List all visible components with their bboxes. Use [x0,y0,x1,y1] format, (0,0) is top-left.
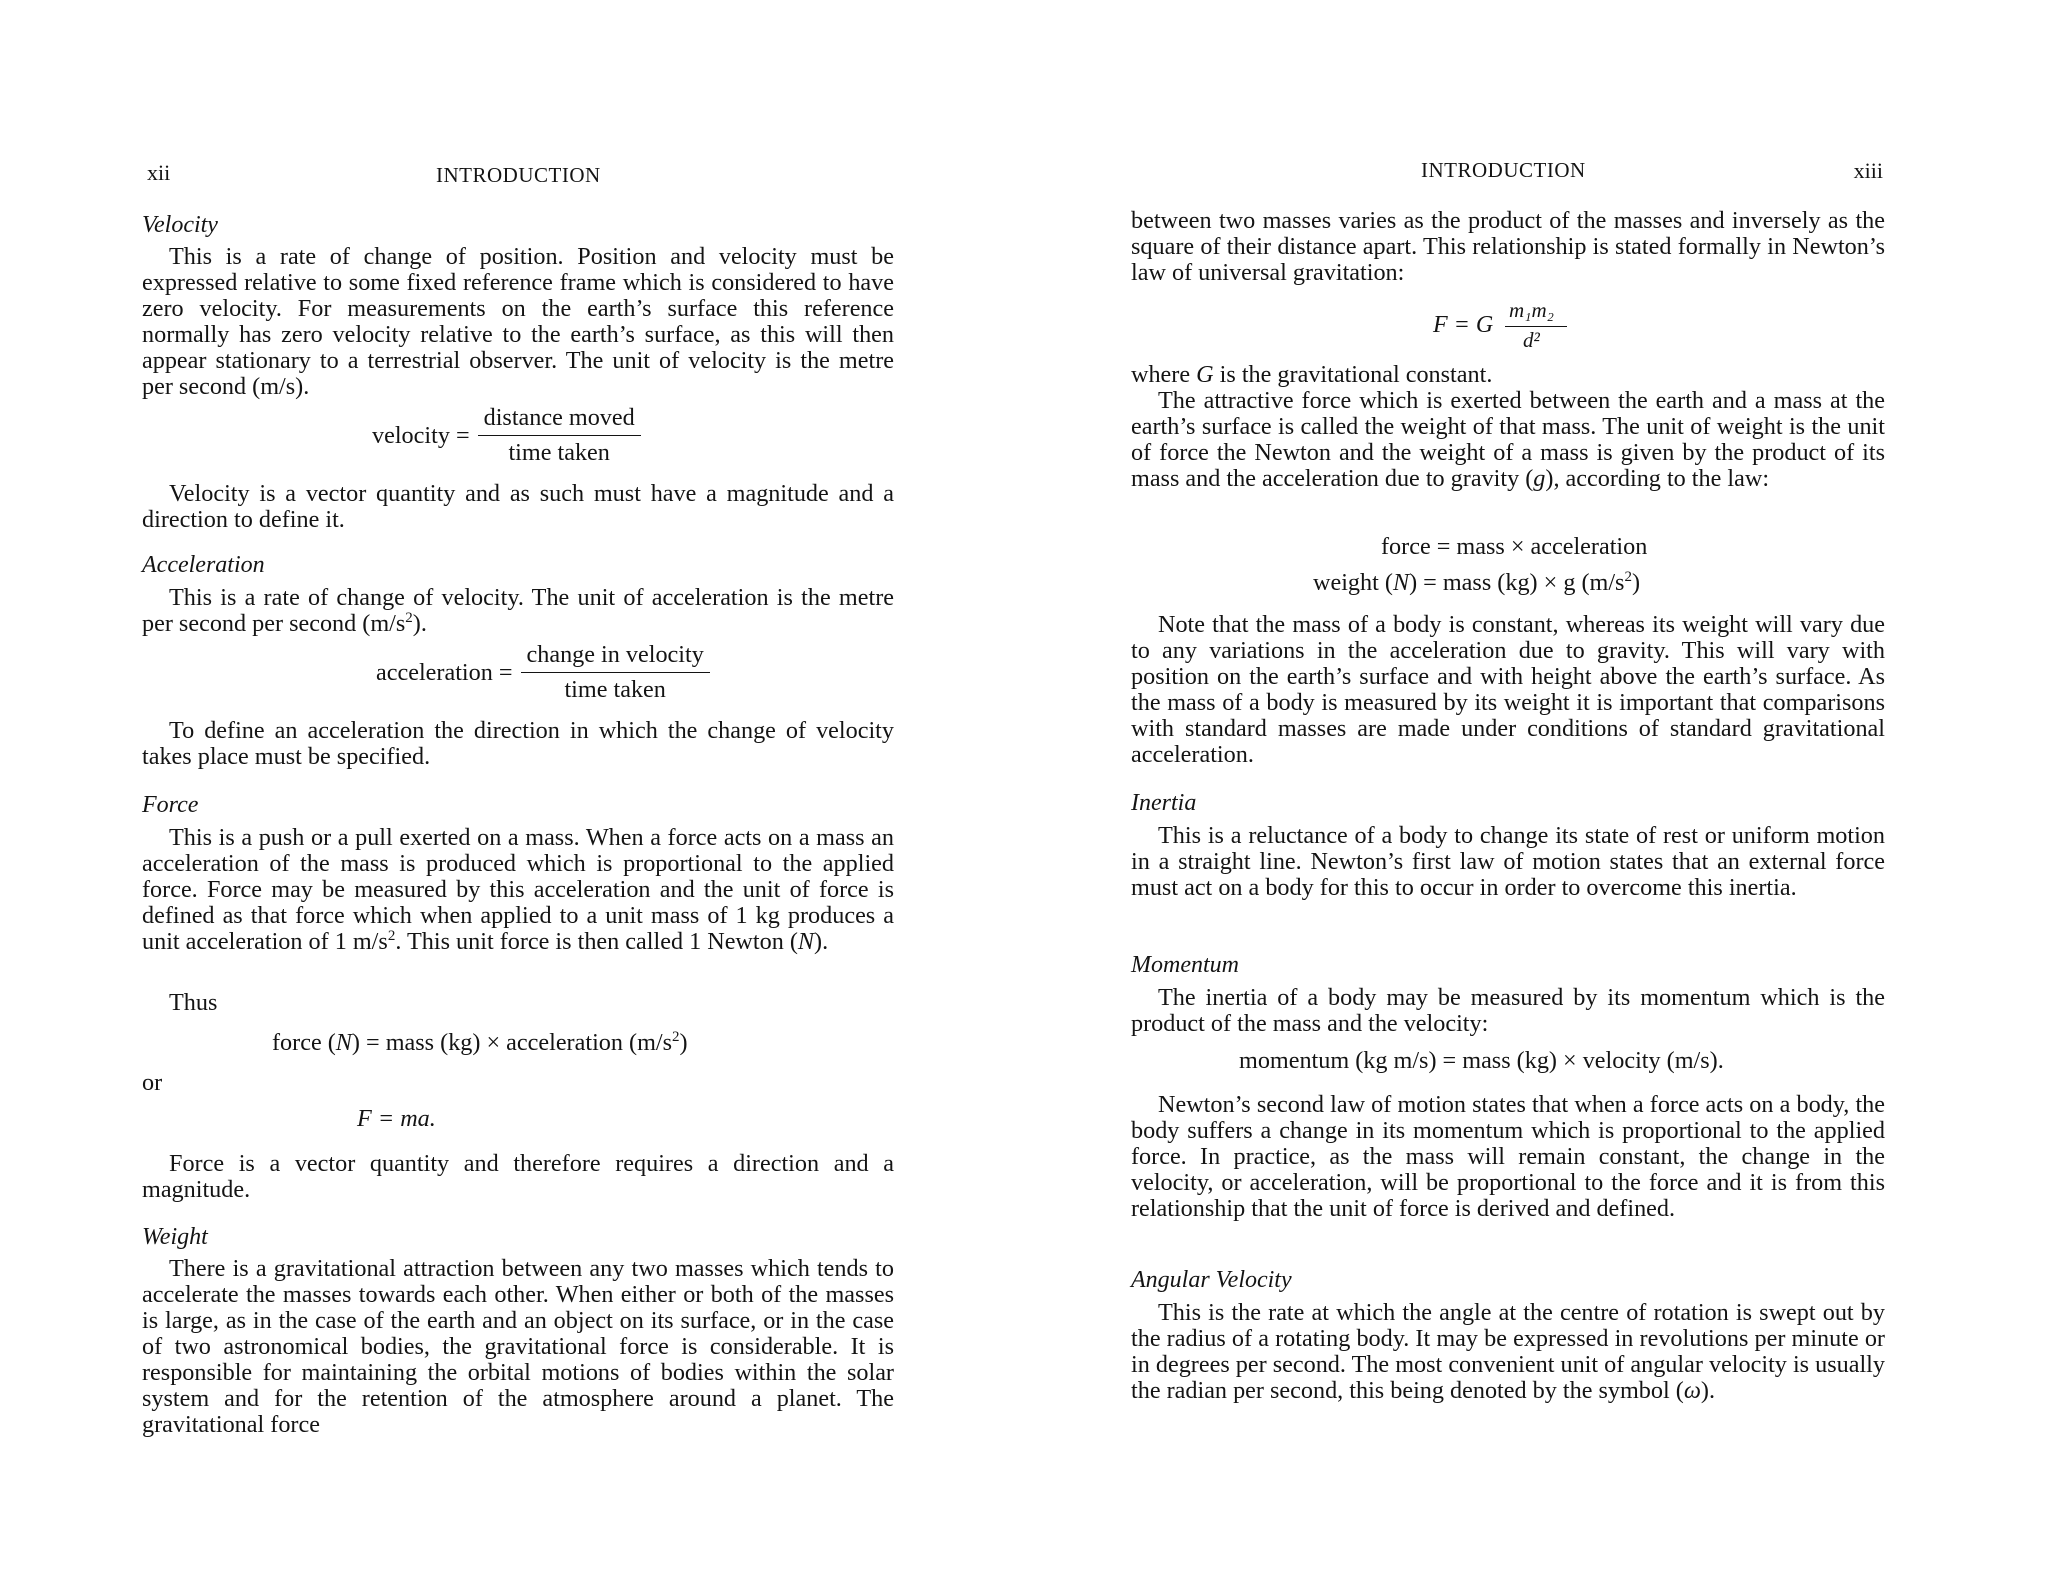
velocity-paragraph-2: Velocity is a vector quantity and as such must have a magnitude and a direction to define it. [142,480,894,533]
velocity-paragraph-1: This is a rate of change of position. Position and velocity must be expressed relative to some fixed reference frame which is considered to have zero velocity. For measurements on the earth’s surface this reference normally has zero velocity relative to the earth’s surface, as this will then appear stationary to a terrestrial observer. The unit of velocity is the metre per second (m/s). [142,243,894,400]
angular-velocity-paragraph-1: This is the rate at which the angle at the centre of rotation is swept out by the radius of a rotating body. It may be expressed in revolutions per minute or in degrees per second. The most convenient unit of angular velocity is usually the radian per second, this being denoted by the symbol (ω). [1131,1299,1885,1404]
gravitation-law-denominator: d² [1523,328,1540,352]
acceleration-formula [376,642,710,703]
weight-continued-paragraph-1: between two masses varies as the product of the masses and inversely as the square of their distance apart. This relationship is stated formally in Newton’s law of universal gravitation: [1131,207,1885,286]
velocity-formula-lhs: velocity = [372,421,470,449]
section-heading-momentum: Momentum [1131,952,1239,978]
gravitational-constant-line: where G is the gravitational constant. [1131,361,1493,388]
section-heading-velocity: Velocity [142,212,218,238]
weight-formula: weight (N) = mass (kg) × g $(m/s^2)$ [1313,568,1641,596]
weight-paragraph-1: There is a gravitational attraction between any two masses which tends to accelerate the masses towards each other. When either or both of the masses is large, as in the case of the earth and an object on its surface, or in the case of two astronomical bodies, the gravitational force is considerable. It is responsible for maintaining the orbital motions of bodies within the solar system and for the retention of the atmosphere around a planet. The gravitational force [142,1255,894,1438]
velocity-fraction [478,405,641,466]
force-thus: Thus [169,989,218,1016]
acceleration-formula-lhs: acceleration = [376,658,513,686]
acceleration-fraction-denominator: time taken [564,676,666,703]
inertia-paragraph-1: This is a reluctance of a body to change its state of rest or uniform motion in a straight line. Newton’s first law of motion states that an external force must act on a body for this to occur in order to overcome this inertia. [1131,822,1885,901]
gravitation-law-numerator: m₁m₂ [1509,298,1554,322]
momentum-paragraph-1: The inertia of a body may be measured by its momentum which is the product of the mass and the velocity: [1131,984,1885,1037]
section-heading-acceleration: Acceleration [142,552,265,578]
running-head: INTRODUCTION [436,163,601,187]
force-paragraph-2: Force is a vector quantity and therefore requires a direction and a magnitude. [142,1150,894,1203]
acceleration-paragraph-1: This is a rate of change of velocity. The unit of acceleration is the metre per second per second $(m/s^2)$. [142,584,894,637]
acceleration-paragraph-2: To define an acceleration the direction in which the change of velocity takes place must be specified. [142,717,894,770]
force-formula-2: F = ma. [357,1105,436,1132]
section-heading-inertia: Inertia [1131,790,1197,816]
velocity-fraction-numerator: distance moved [478,405,641,436]
force-formula-1: force (N) = mass (kg) × acceleration $(m/s^2)$ [272,1028,688,1056]
mass-vs-weight-paragraph: Note that the mass of a body is constant, whereas its weight will vary due to any variations in the acceleration due to gravity. This will vary with position on the earth’s surface and with height above the earth’s surface. As the mass of a body is measured by its weight it is important that comparisons with standard masses are made under conditions of standard gravitational acceleration. [1131,611,1885,768]
force-mass-acceleration-formula: force = mass × acceleration [1381,533,1648,560]
page-number: xiii [1853,158,1883,183]
force-or: or [142,1069,163,1096]
momentum-paragraph-2: Newton’s second law of motion states that when a force acts on a body, the body suffers a change in its momentum which is proportional to the applied force. In practice, as the mass will remain constant, the change in the velocity, or acceleration, will be proportional to the force and it is from this relationship that the unit of force is derived and defined. [1131,1091,1885,1222]
momentum-formula: momentum (kg m/s) = mass (kg) × velocity (m/s). [1239,1047,1724,1074]
weight-definition-paragraph: The attractive force which is exerted between the earth and a mass at the earth’s surface is called the weight of that mass. The unit of weight is the unit of force the Newton and the weight of a mass is given by the product of its mass and the acceleration due to gravity (g), according to the law: [1131,387,1885,492]
section-heading-weight: Weight [142,1224,208,1250]
running-head: INTRODUCTION [1421,158,1586,182]
section-heading-force: Force [142,792,199,818]
velocity-fraction-denominator: time taken [508,439,610,466]
gravitation-law-lhs: F = G [1433,312,1494,338]
velocity-formula [372,405,641,466]
acceleration-fraction [521,642,710,703]
page-number: xii [147,160,171,185]
acceleration-fraction-numerator: change in velocity [521,642,710,673]
section-heading-angular-velocity: Angular Velocity [1131,1267,1292,1293]
force-paragraph-1: This is a push or a pull exerted on a mass. When a force acts on a mass an acceleration of the mass is produced which is proportional to the applied force. Force may be measured by this acceleration and the unit of force is defined as that force which when applied to a unit mass of 1 kg produces a unit acceleration of 1 $m/s^2$. This unit force is then called 1 Newton (N). [142,824,894,955]
